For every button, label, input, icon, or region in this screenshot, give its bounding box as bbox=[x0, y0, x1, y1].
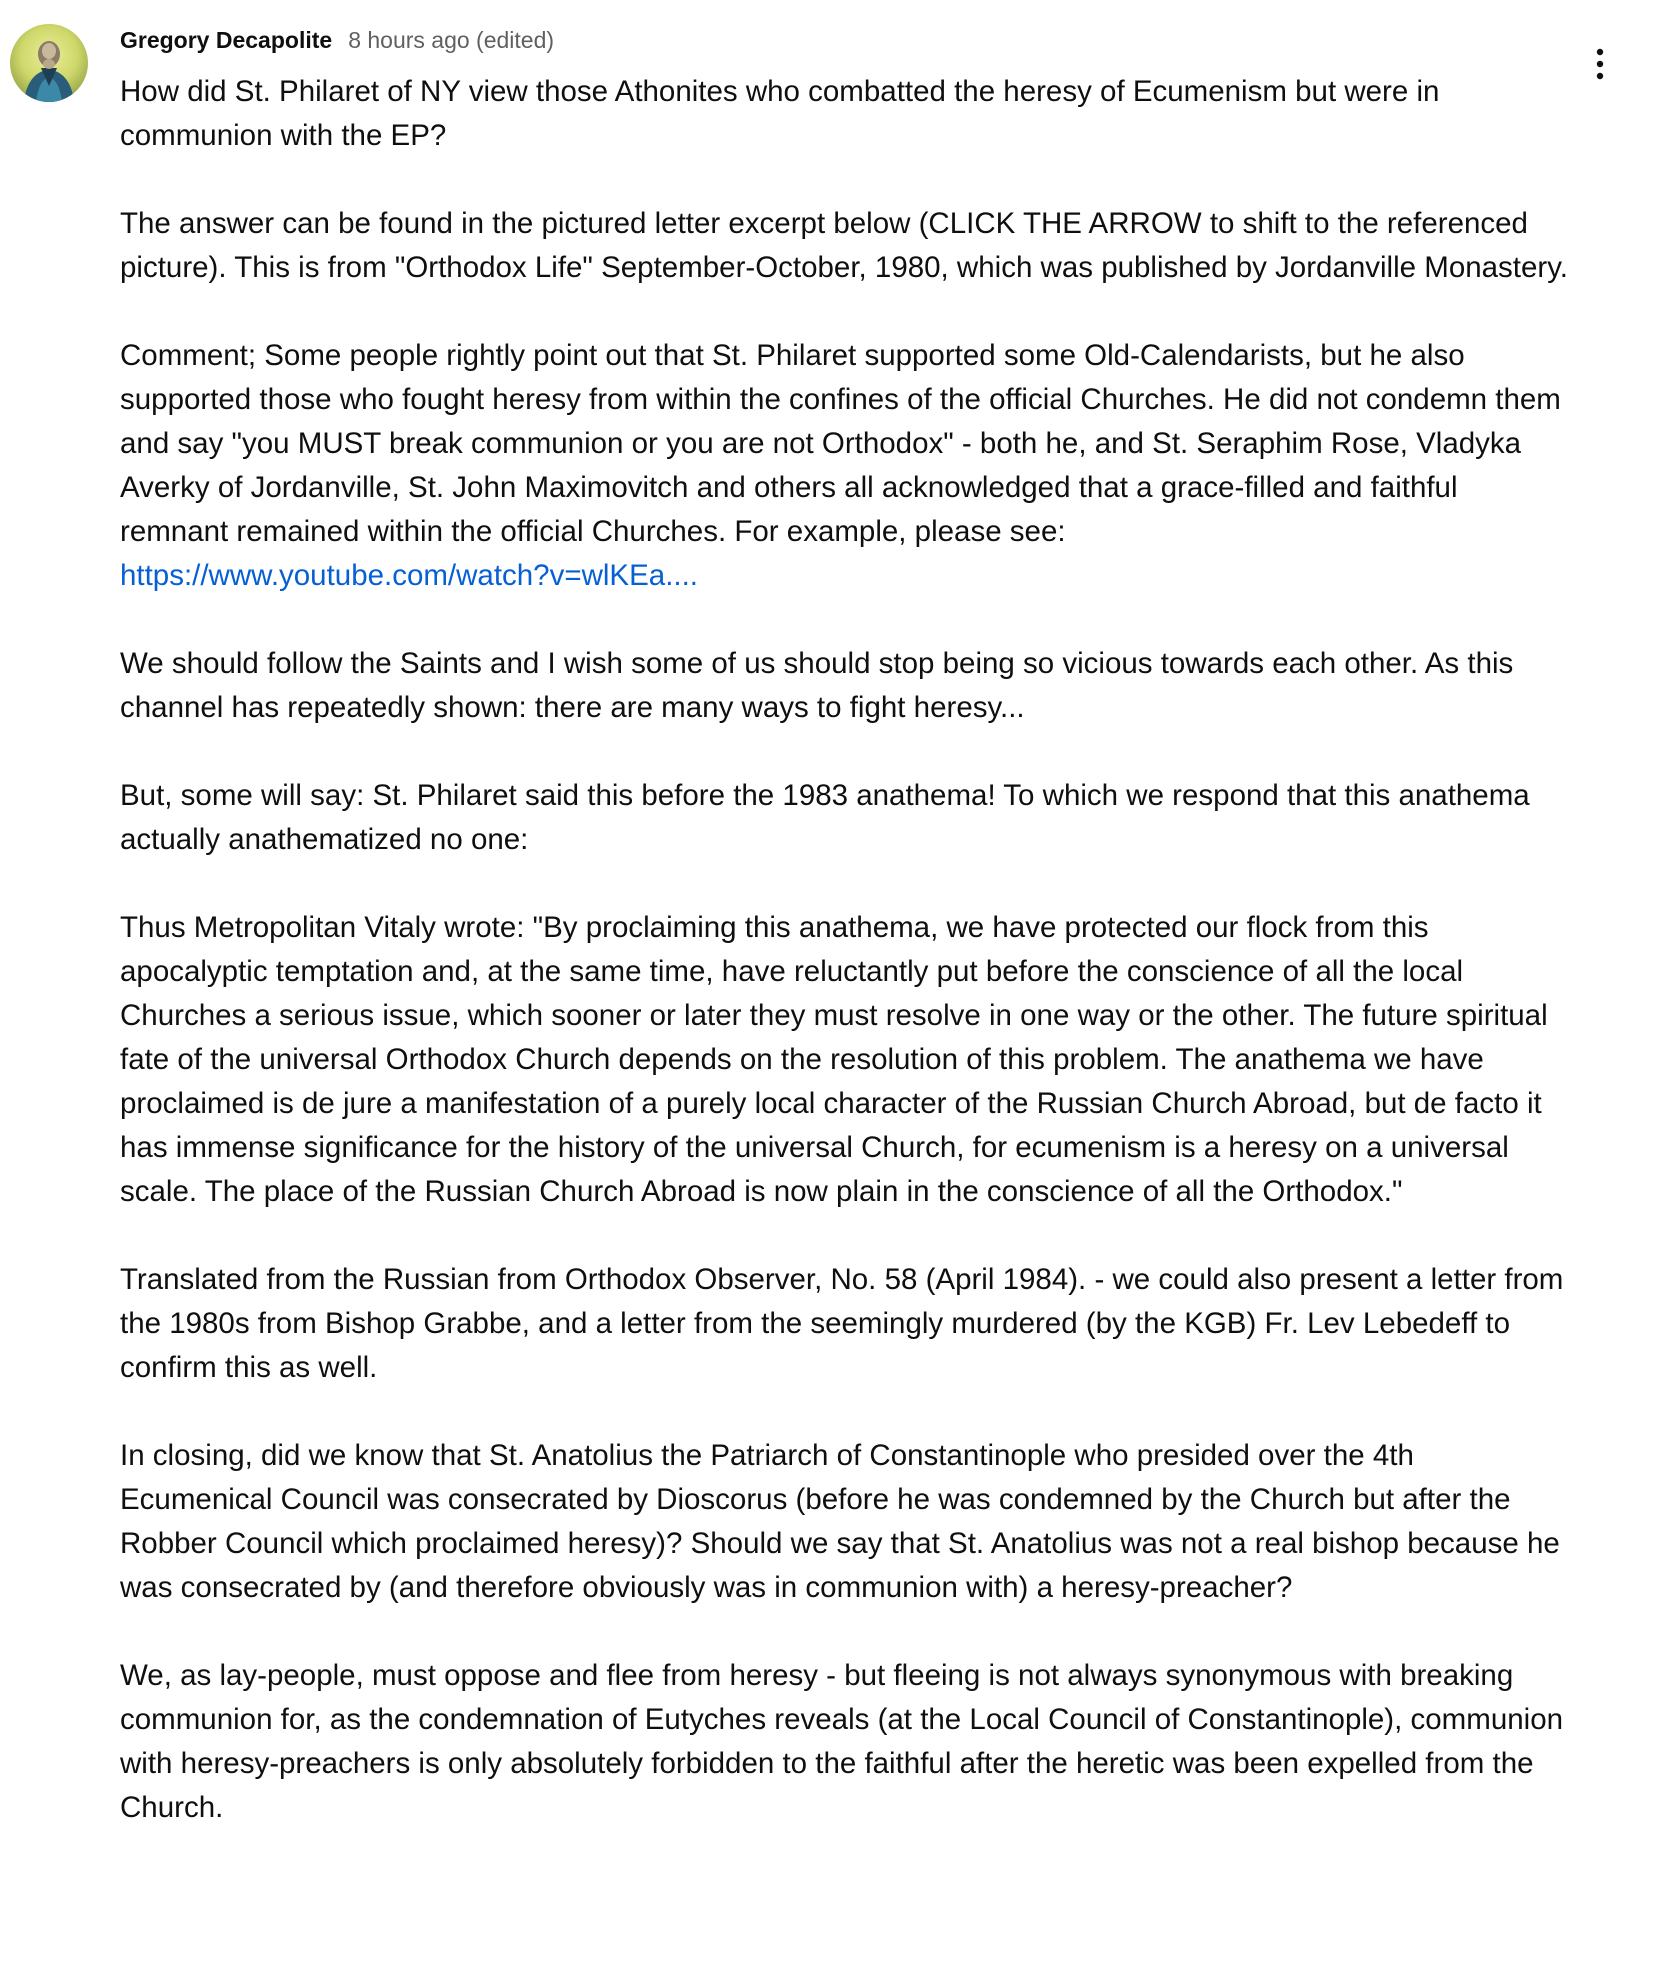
comment-paragraph: Thus Metropolitan Vitaly wrote: "By proclaiming this anathema, we have protected our flock from this apocalyptic temptation and, at the same time, have reluctantly put before the conscience of all the local Churches a serious issue, which sooner or later they must resolve in one way or the other. The future spiritual fate of the universal Orthodox Church depends on the resolution of this problem. The anathema we have proclaimed is de jure a manifestation of a purely local character of the Russian Church Abroad, but de facto it has immense significance for the history of the universal Church, for ecumenism is a heresy on a universal scale. The place of the Russian Church Abroad is now plain in the conscience of all the Orthodox." bbox=[120, 911, 1548, 1208]
comment-action-menu-button[interactable] bbox=[1576, 40, 1624, 88]
avatar-icon bbox=[10, 24, 88, 102]
comment-paragraph: Translated from the Russian from Orthodox Observer, No. 58 (April 1984). - we could also present a letter from the 1980s from Bishop Grabbe, and a letter from the seemingly murdered (by the KGB) Fr. Lev Lebedeff to confirm this as well. bbox=[120, 1263, 1564, 1384]
comment-paragraph: In closing, did we know that St. Anatolius the Patriarch of Constantinople who presided over the 4th Ecumenical Council was consecrated by Dioscorus (before he was condemned by the Church but after the Robber Council which proclaimed heresy)? Should we say that St. Anatolius was not a real bishop because he was consecrated by (and therefore obviously was in communion with) a heresy-preacher? bbox=[120, 1439, 1560, 1604]
comment-paragraph-text: Comment; Some people rightly point out that St. Philaret supported some Old-Calendarists, but he also supported those who fought heresy from within the confines of the official Churches. He did not condemn them and say "you MUST break communion or you are not Orthodox" - both he, and St. Seraphim Rose, Vladyka Averky of Jordanville, St. John Maximovitch and others all acknowledged that a grace-filled and faithful remnant remained within the official Churches. For example, please see: bbox=[120, 339, 1561, 548]
youtube-link[interactable]: https://www.youtube.com/watch?v=wlKEa.... bbox=[120, 559, 698, 592]
comment-paragraph: We should follow the Saints and I wish some of us should stop being so vicious towards each other. As this channel has repeatedly shown: there are many ways to fight heresy... bbox=[120, 647, 1514, 724]
avatar[interactable] bbox=[10, 24, 88, 102]
timestamp[interactable]: 8 hours ago (edited) bbox=[348, 27, 555, 53]
author-name[interactable]: Gregory Decapolite bbox=[120, 27, 333, 53]
comment-paragraph: We, as lay-people, must oppose and flee from heresy - but fleeing is not always synonymous with breaking communion for, as the condemnation of Eutyches reveals (at the Local Council of Constantinople), communion with heresy-preachers is only absolutely forbidden to the faithful after the heretic was been expelled from the Church. bbox=[120, 1659, 1564, 1824]
comment-paragraph: The answer can be found in the pictured letter excerpt below (CLICK THE ARROW to shift to the referenced picture). This is from "Orthodox Life" September-October, 1980, which was published by Jordanville Monastery. bbox=[120, 207, 1568, 284]
comment-paragraph: But, some will say: St. Philaret said this before the 1983 anathema! To which we respond that this anathema actually anathematized no one: bbox=[120, 779, 1530, 856]
comment-body bbox=[120, 70, 1568, 1830]
more-vertical-icon bbox=[1595, 48, 1605, 80]
comment-header bbox=[120, 27, 554, 61]
comment-paragraph bbox=[120, 334, 1568, 598]
comment-paragraph: How did St. Philaret of NY view those Athonites who combatted the heresy of Ecumenism but were in communion with the EP? bbox=[120, 75, 1440, 152]
